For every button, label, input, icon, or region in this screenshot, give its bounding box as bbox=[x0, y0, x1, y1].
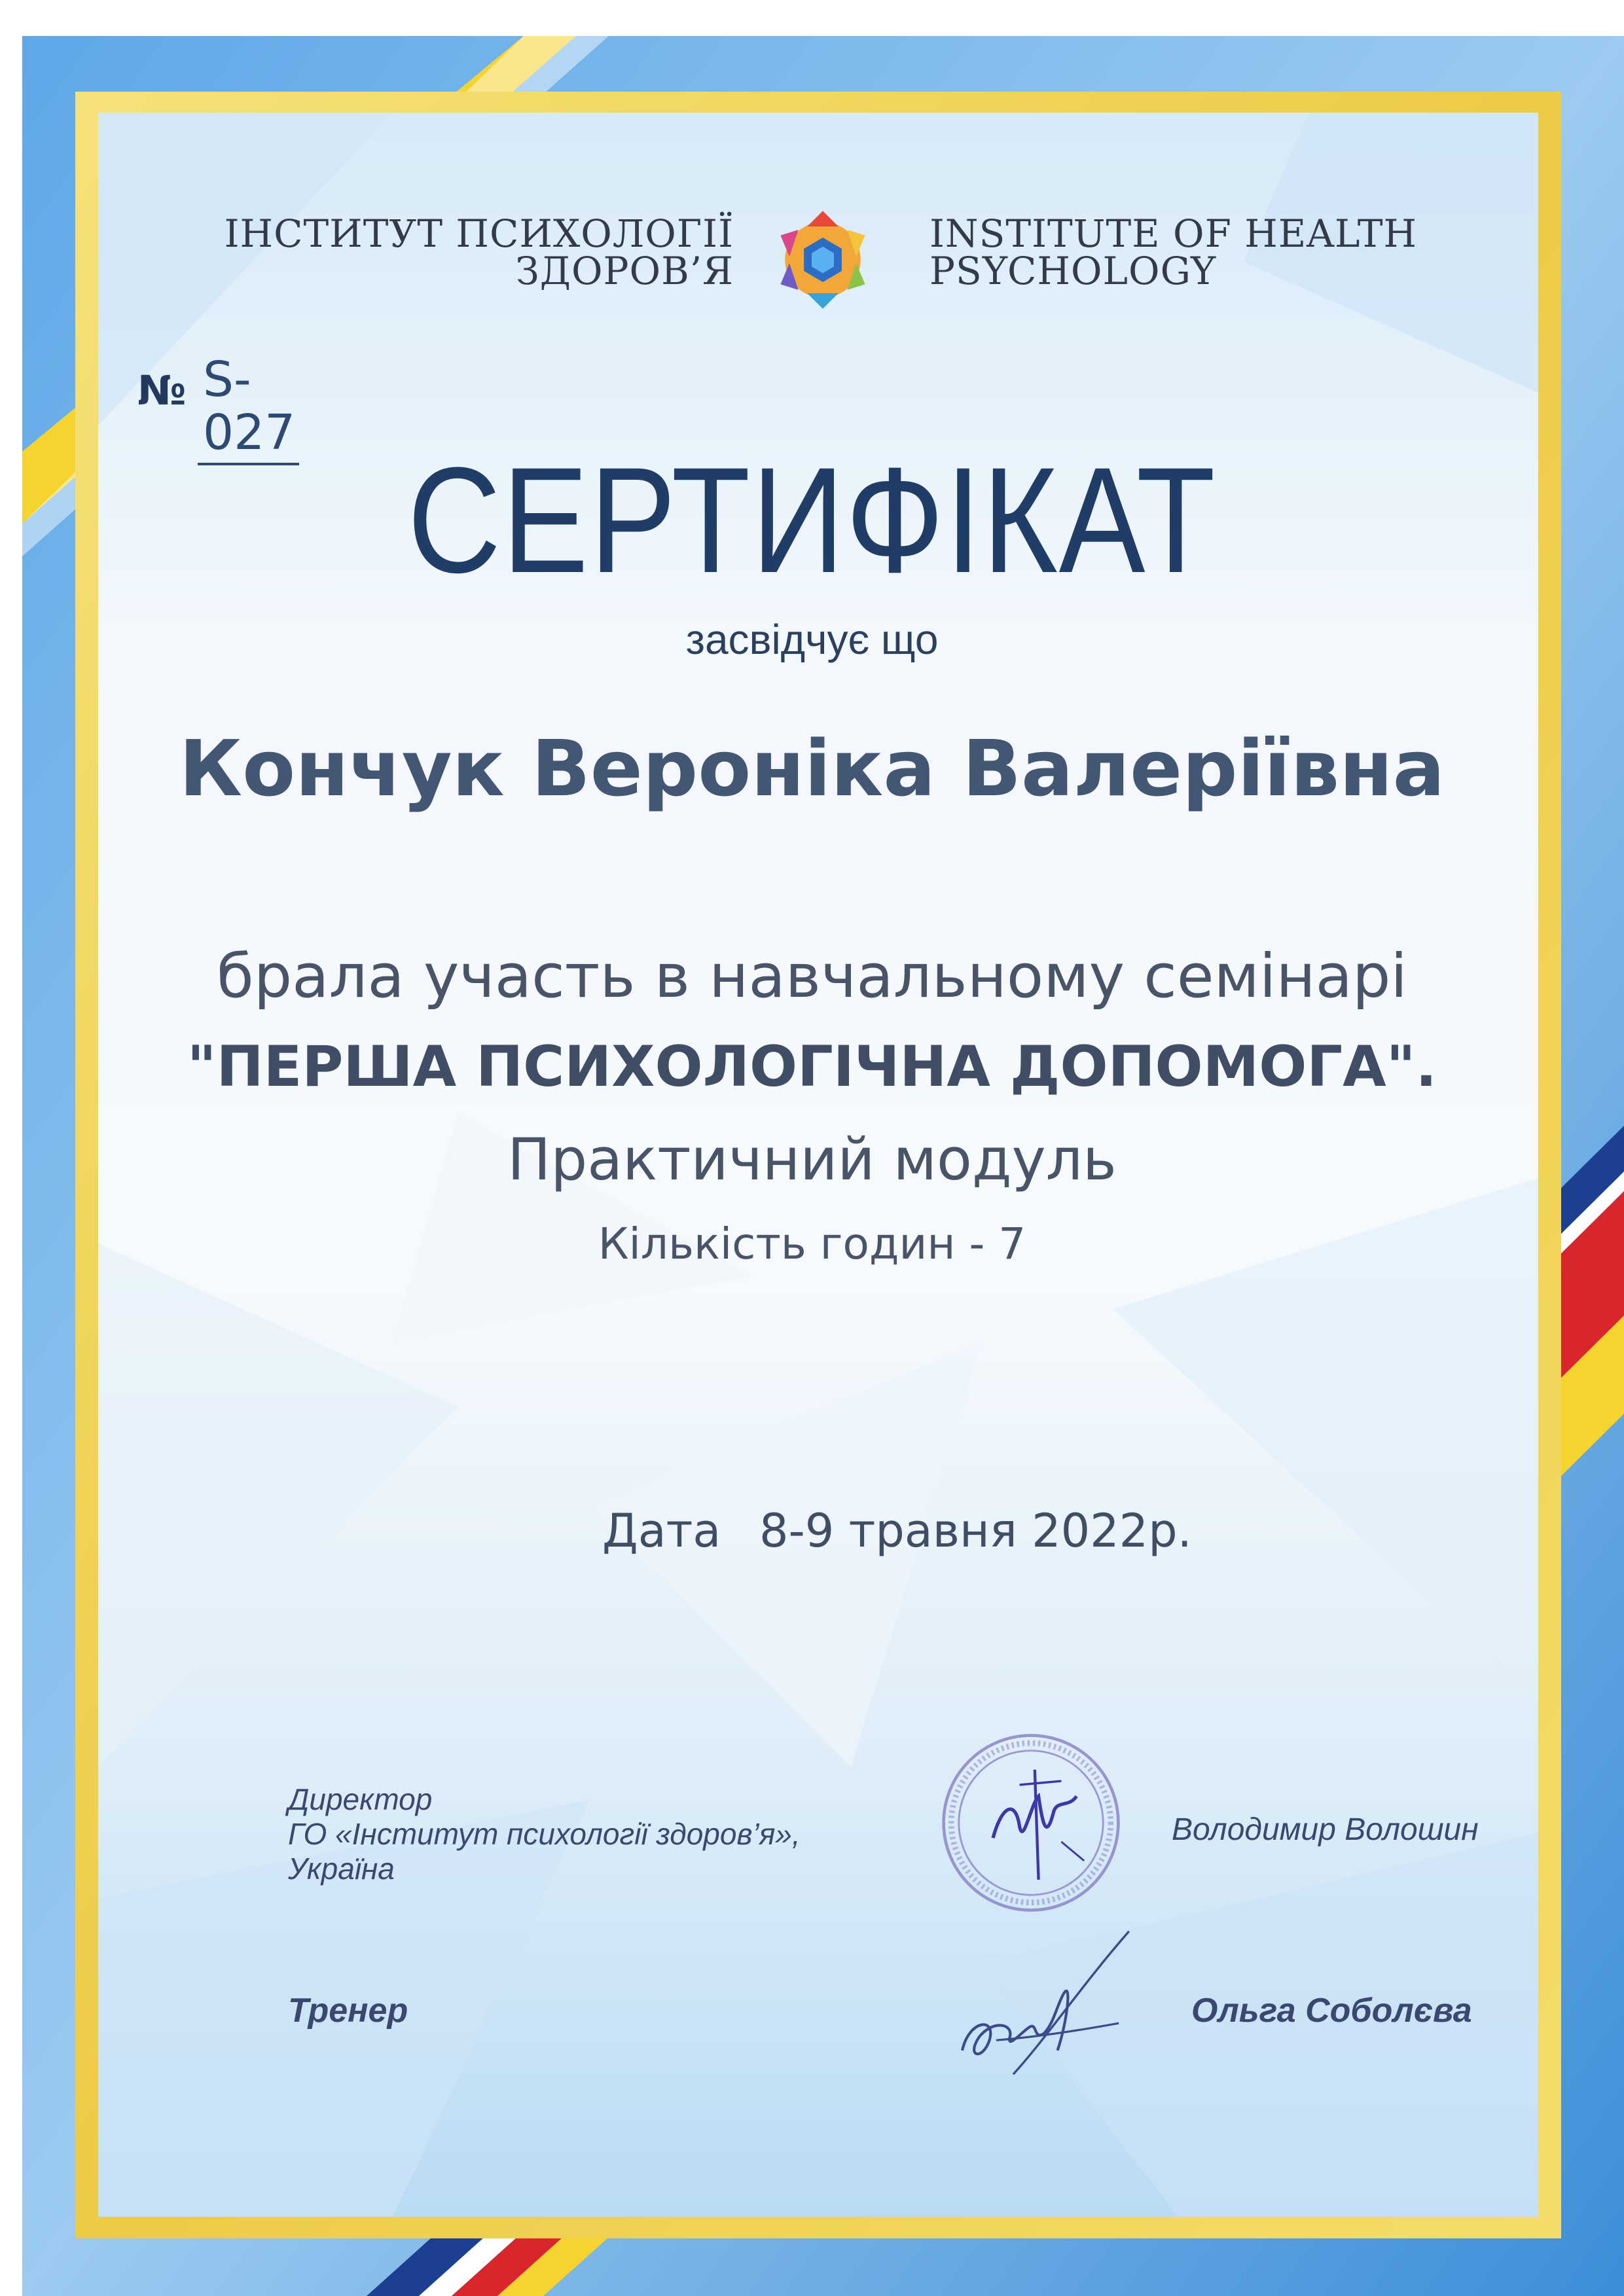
seminar-name: "ПЕРША ПСИХОЛОГІЧНА ДОПОМОГА". bbox=[187, 1034, 1437, 1100]
institute-name-en-line1: INSTITUTE OF HEALTH bbox=[929, 211, 1418, 256]
hours-count: Кількість годин - 7 bbox=[598, 1219, 1026, 1269]
director-organization: ГО «Інститут психології здоров’я», bbox=[288, 1817, 801, 1851]
director-title: Директор bbox=[288, 1782, 433, 1816]
trainer-signature bbox=[943, 1918, 1152, 2088]
certificate-subtitle: засвідчує що bbox=[685, 616, 939, 663]
institute-name-ua-line2: ЗДОРОВ’Я bbox=[515, 249, 734, 293]
date-value: 8-9 травня 2022р. bbox=[759, 1504, 1192, 1558]
director-name: Володимир Волошин bbox=[1172, 1812, 1479, 1847]
number-sign: № bbox=[137, 367, 187, 414]
institute-name-ua-line1: ІНСТИТУТ ПСИХОЛОГІЇ bbox=[224, 211, 734, 256]
organization-stamp bbox=[936, 1728, 1126, 1918]
director-country: Україна bbox=[288, 1852, 395, 1886]
hexagon-flower-logo-icon bbox=[767, 204, 878, 315]
institute-name-en-line2: PSYCHOLOGY bbox=[929, 249, 1217, 293]
module-name: Практичний модуль bbox=[507, 1126, 1117, 1193]
date-label: Дата bbox=[602, 1504, 721, 1558]
certificate-title: СЕРТИФІКАТ bbox=[407, 436, 1217, 604]
recipient-name: Кончук Вероніка Валеріївна bbox=[179, 723, 1445, 814]
trainer-label: Тренер bbox=[288, 1992, 408, 2030]
trainer-name: Ольга Соболєва bbox=[1191, 1992, 1472, 2030]
number-value: S-027 bbox=[198, 353, 299, 465]
participation-text: брала участь в навчальному семінарі bbox=[217, 941, 1407, 1011]
